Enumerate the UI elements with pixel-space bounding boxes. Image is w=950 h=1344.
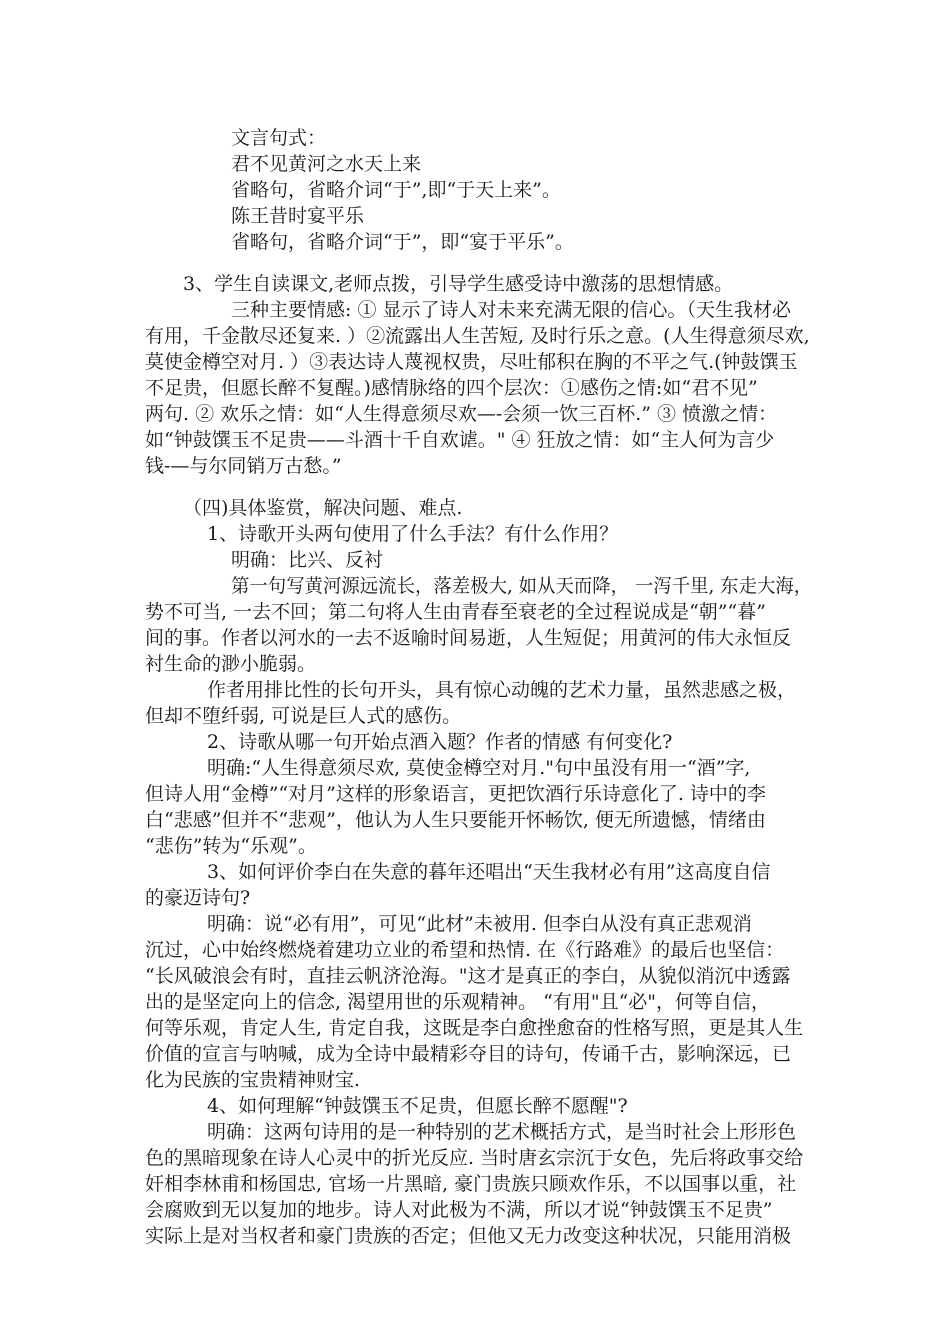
q1-para2-line: 但却不堕纤弱, 可说是巨人式的感伤。 [145, 705, 462, 727]
step3-line: 三种主要情感: ① 显示了诗人对未来充满无限的信心。（天生我材必 [231, 299, 791, 321]
q3-answer-line: 何等乐观，肯定人生, 肯定自我，这既是李白愈挫愈奋的性格写照，更是其人生 [145, 1017, 804, 1039]
step3-line: 不足贵，但愿长醉不复醒。)感情脉络的四个层次：①感伤之情:如“君不见” [145, 377, 758, 399]
step3-line: 两句. ② 欢乐之情：如“人生得意须尽欢—-会须一饮三百杯.” ③ 愤激之情： [145, 403, 778, 425]
q1-question: 1、诗歌开头两句使用了什么手法？有什么作用？ [207, 523, 619, 545]
syntax-note-2: 省略句，省略介词“于”，即“宴于平乐”。 [231, 231, 574, 253]
q4-answer-line: 明确：这两句诗用的是一种特别的艺术概括方式，是当时社会上形形色 [207, 1121, 797, 1143]
q2-answer-line: 明确:“人生得意须尽欢, 莫使金樽空对月."句中虽没有用一“酒”字, [207, 757, 751, 779]
step3-line: 莫使金樽空对月. ）③表达诗人蔑视权贵，尽吐郁积在胸的不平之气.(钟鼓馔玉 [145, 351, 798, 373]
q1-answer: 明确：比兴、反衬 [231, 549, 384, 571]
q2-answer-line: “悲伤”转为“乐观”。 [145, 835, 317, 857]
q4-answer-line: 实际上是对当权者和豪门贵族的否定；但他又无力改变这种状况，只能用消极 [145, 1225, 792, 1247]
q3-question-line: 3、如何评价李白在失意的暮年还唱出“天生我材必有用”这高度自信 [207, 861, 771, 883]
syntax-note-1: 省略句，省略介词“于”,即“于天上来”。 [231, 179, 561, 201]
q2-answer-line: 白“悲感”但并不“悲观”，他认为人生只要能开怀畅饮, 便无所遗憾，情绪由 [145, 809, 766, 831]
q1-para2-line: 作者用排比性的长句开头，具有惊心动魄的艺术力量，虽然悲感之极， [207, 679, 797, 701]
syntax-heading: 文言句式： [231, 127, 327, 149]
q3-answer-line: 化为民族的宝贵精神财宝. [145, 1069, 361, 1091]
q1-para1-line: 间的事。作者以河水的一去不返喻时间易逝，人生短促；用黄河的伟大永恒反 [145, 627, 792, 649]
q3-answer-line: 明确：说“必有用”，可见“此材”未被用. 但李白从没有真正悲观消 [207, 913, 752, 935]
q2-answer-line: 但诗人用“金樽”“对月”这样的形象语言，更把饮酒行乐诗意化了. 诗中的李 [145, 783, 766, 805]
q4-answer-line: 奸相李林甫和杨国忠, 官场一片黑暗, 豪门贵族只顾欢作乐，不以国事以重，社 [145, 1173, 797, 1195]
step3-heading: 3、学生自读课文,老师点拨，引导学生感受诗中激荡的思想情感。 [183, 273, 734, 295]
q3-answer-line: 出的是坚定向上的信念, 渴望用世的乐观精神。 “有用"且“必"，何等自信， [145, 991, 771, 1013]
q1-para1-line: 第一句写黄河源远流长，落差极大, 如从天而降， 一泻千里, 东走大海， [231, 575, 813, 597]
q4-answer-line: 色的黑暗现象在诗人心灵中的折光反应. 当时唐玄宗沉于女色，先后将政事交给 [145, 1147, 804, 1169]
q3-answer-line: “长风破浪会有时，直挂云帆济沧海。"这才是真正的李白，从貌似消沉中透露 [145, 965, 791, 987]
q2-question: 2、诗歌从哪一句开始点酒入题？作者的情感 有何变化? [207, 731, 673, 753]
syntax-example-1: 君不见黄河之水天上来 [231, 153, 422, 175]
q1-para1-line: 势不可当, 一去不回；第二句将人生由青春至衰老的全过程说成是“朝”“暮” [145, 601, 766, 623]
step3-line: 有用，千金散尽还复来. ）②流露出人生苦短, 及时行乐之意。(人生得意须尽欢, [145, 325, 810, 347]
q1-para1-line: 衬生命的渺小脆弱。 [145, 653, 317, 675]
syntax-example-2: 陈王昔时宴平乐 [231, 205, 365, 227]
q4-question: 4、如何理解“钟鼓馔玉不足贵，但愿长醉不愿醒"? [207, 1095, 628, 1117]
q3-answer-line: 沉过，心中始终燃烧着建功立业的希望和热情. 在《行路难》的最后也坚信： [145, 939, 785, 961]
q4-answer-line: 会腐败到无以复加的地步。诗人对此极为不满，所以才说“钟鼓馔玉不足贵” [145, 1199, 773, 1221]
q3-answer-line: 价值的宣言与呐喊，成为全诗中最精彩夺目的诗句，传诵千古，影响深远，已 [145, 1043, 792, 1065]
step3-line: 钱-—与尔同销万古愁。” [145, 455, 342, 477]
step3-line: 如“钟鼓馔玉不足贵——斗酒十千自欢谑。" ④ 狂放之情：如“主人何为言少 [145, 429, 775, 451]
section4-heading: （四)具体鉴赏，解决问题、难点. [183, 497, 463, 519]
q3-question-line: 的豪迈诗句? [145, 887, 251, 909]
